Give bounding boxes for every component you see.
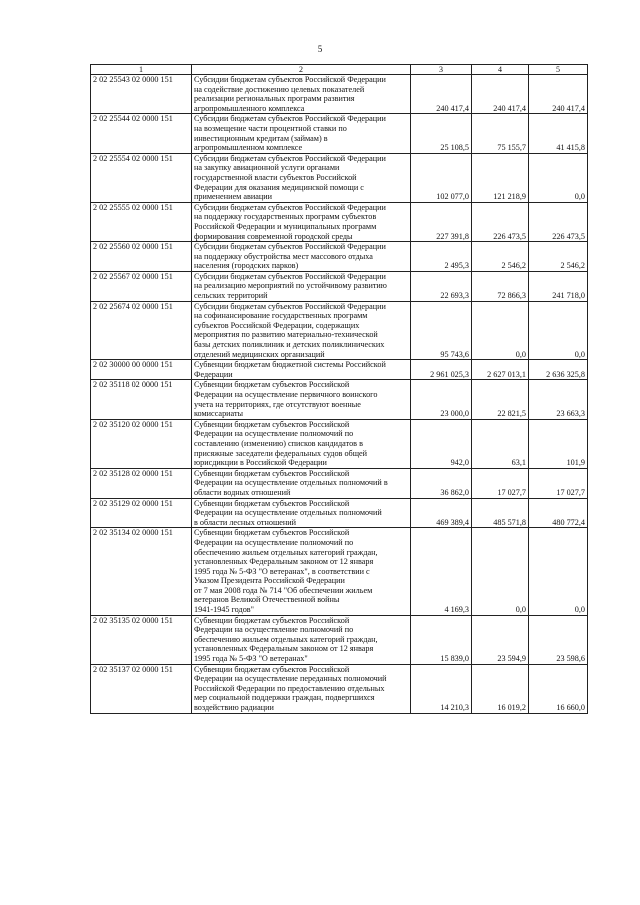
description-line: юрисдикции в Российской Федерации bbox=[194, 458, 327, 468]
amount-year-2-cell: 226 473,5 bbox=[472, 202, 529, 241]
description-line: Субвенции бюджетам субъектов Российской bbox=[194, 528, 350, 538]
page-number: 5 bbox=[317, 44, 323, 54]
description-line: сельских территорий bbox=[194, 291, 268, 301]
description-cell bbox=[192, 301, 411, 360]
amount-year-1-cell: 15 839,0 bbox=[411, 615, 472, 664]
table-header-row bbox=[91, 65, 588, 75]
description-line: Федерации на осуществление отдельных полномочий в bbox=[194, 478, 388, 488]
budget-table bbox=[90, 64, 588, 714]
budget-code-cell: 2 02 35118 02 0000 151 bbox=[91, 380, 192, 419]
amount-year-2-cell: 22 821,5 bbox=[472, 380, 529, 419]
description-line: мер социальной поддержки граждан, подвергшихся bbox=[194, 693, 375, 703]
amount-year-1-cell: 22 693,3 bbox=[411, 271, 472, 301]
amount-year-1-cell: 4 169,3 bbox=[411, 528, 472, 615]
description-line: мероприятия по развитию материально-технической bbox=[194, 330, 378, 340]
amount-year-2-cell: 240 417,4 bbox=[472, 75, 529, 114]
description-line: формирования современной городской среды bbox=[194, 231, 353, 241]
description-line: агропромышленного комплекса bbox=[194, 103, 305, 113]
amount-year-2-cell: 72 866,3 bbox=[472, 271, 529, 301]
description-line: учета на территориях, где отсутствуют военные bbox=[194, 399, 361, 409]
description-line: Субсидии бюджетам субъектов Российской Федерации bbox=[194, 114, 386, 124]
amount-year-1-cell: 102 077,0 bbox=[411, 153, 472, 202]
description-line: Федерации на осуществление первичного воинского bbox=[194, 390, 378, 399]
description-line: субъектов Российской Федерации, содержащих bbox=[194, 320, 360, 330]
description-line: на поддержку обустройства мест массового отдыха bbox=[194, 251, 373, 261]
header-col-3: 3 bbox=[411, 65, 472, 75]
amount-year-2-cell: 485 571,8 bbox=[472, 498, 529, 528]
description-line: присяжные заседатели федеральных судов общей bbox=[194, 448, 368, 458]
table-row bbox=[91, 202, 588, 241]
description-line: установленных Федеральным законом от 12 января bbox=[194, 644, 374, 654]
table-row bbox=[91, 498, 588, 528]
description-cell bbox=[192, 664, 411, 713]
amount-year-3-cell: 23 663,3 bbox=[529, 380, 588, 419]
amount-year-1-cell: 2 961 025,3 bbox=[411, 360, 472, 380]
description-line: Субсидии бюджетам субъектов Российской Федерации bbox=[194, 271, 386, 281]
budget-code-cell: 2 02 25674 02 0000 151 bbox=[91, 301, 192, 360]
budget-code-cell: 2 02 25543 02 0000 151 bbox=[91, 75, 192, 114]
description-line: составлению (изменению) списков кандидатов в bbox=[194, 438, 363, 448]
description-line: Субсидии бюджетам субъектов Российской Федерации bbox=[194, 153, 386, 163]
description-line: на поддержку государственных программ субъектов bbox=[194, 212, 377, 222]
description-cell bbox=[192, 114, 411, 153]
amount-year-1-cell: 25 108,5 bbox=[411, 114, 472, 153]
description-line: на закупку авиационной услуги органами bbox=[194, 163, 340, 173]
description-cell bbox=[192, 75, 411, 114]
description-cell bbox=[192, 419, 411, 468]
budget-code-cell: 2 02 35120 02 0000 151 bbox=[91, 419, 192, 468]
description-line: на реализацию мероприятий по устойчивому развитию bbox=[194, 281, 387, 291]
description-cell bbox=[192, 380, 411, 419]
budget-code-cell: 2 02 25544 02 0000 151 bbox=[91, 114, 192, 153]
amount-year-1-cell: 14 210,3 bbox=[411, 664, 472, 713]
amount-year-2-cell: 121 218,9 bbox=[472, 153, 529, 202]
description-cell bbox=[192, 528, 411, 615]
description-line: реализации региональных программ развития bbox=[194, 94, 355, 104]
amount-year-1-cell: 469 389,4 bbox=[411, 498, 472, 528]
description-line: базы детских поликлиник и детских поликлинических bbox=[194, 340, 385, 350]
amount-year-2-cell: 16 019,2 bbox=[472, 664, 529, 713]
table-row bbox=[91, 242, 588, 272]
budget-code-cell: 2 02 25555 02 0000 151 bbox=[91, 202, 192, 241]
table-row bbox=[91, 114, 588, 153]
description-line: воздействию радиации bbox=[194, 703, 274, 712]
budget-code-cell: 2 02 25554 02 0000 151 bbox=[91, 153, 192, 202]
budget-code-cell: 2 02 30000 00 0000 151 bbox=[91, 360, 192, 380]
description-line: Субвенции бюджетам субъектов Российской bbox=[194, 664, 350, 674]
table-row bbox=[91, 153, 588, 202]
amount-year-1-cell: 36 862,0 bbox=[411, 468, 472, 498]
amount-year-2-cell: 75 155,7 bbox=[472, 114, 529, 153]
amount-year-3-cell: 101,9 bbox=[529, 419, 588, 468]
budget-code-cell: 2 02 35135 02 0000 151 bbox=[91, 615, 192, 664]
description-line: агропромышленном комплексе bbox=[194, 143, 303, 153]
table-row bbox=[91, 615, 588, 664]
budget-code-cell: 2 02 35134 02 0000 151 bbox=[91, 528, 192, 615]
amount-year-3-cell: 17 027,7 bbox=[529, 468, 588, 498]
description-cell bbox=[192, 153, 411, 202]
description-line: на возмещение части процентной ставки по bbox=[194, 123, 347, 133]
description-line: отделений медицинских организаций bbox=[194, 349, 325, 359]
table-row bbox=[91, 419, 588, 468]
description-cell bbox=[192, 498, 411, 528]
amount-year-1-cell: 240 417,4 bbox=[411, 75, 472, 114]
description-line: Субвенции бюджетам субъектов Российской bbox=[194, 380, 350, 390]
description-cell bbox=[192, 202, 411, 241]
description-line: Субсидии бюджетам субъектов Российской Федерации bbox=[194, 75, 386, 84]
amount-year-2-cell: 63,1 bbox=[472, 419, 529, 468]
table-row bbox=[91, 301, 588, 360]
description-cell bbox=[192, 468, 411, 498]
amount-year-1-cell: 95 743,6 bbox=[411, 301, 472, 360]
amount-year-3-cell: 23 598,6 bbox=[529, 615, 588, 664]
description-line: 1941-1945 годов" bbox=[194, 605, 255, 615]
table-row bbox=[91, 664, 588, 713]
budget-code-cell: 2 02 35137 02 0000 151 bbox=[91, 664, 192, 713]
amount-year-3-cell: 2 546,2 bbox=[529, 242, 588, 272]
description-line: Субсидии бюджетам субъектов Российской Федерации bbox=[194, 242, 386, 252]
table-row bbox=[91, 75, 588, 114]
description-line: Федерации bbox=[194, 369, 233, 379]
description-line: Субвенции бюджетам бюджетной системы Российской bbox=[194, 360, 386, 370]
amount-year-3-cell: 0,0 bbox=[529, 528, 588, 615]
header-col-4: 4 bbox=[472, 65, 529, 75]
description-cell bbox=[192, 615, 411, 664]
amount-year-3-cell: 2 636 325,8 bbox=[529, 360, 588, 380]
header-col-1: 1 bbox=[91, 65, 192, 75]
description-line: 1995 года № 5-ФЗ "О ветеранах", в соответствии с bbox=[194, 566, 370, 576]
description-cell bbox=[192, 360, 411, 380]
description-line: 1995 года № 5-ФЗ "О ветеранах" bbox=[194, 654, 308, 664]
header-col-2: 2 bbox=[192, 65, 411, 75]
description-line: Федерации на осуществление полномочий по bbox=[194, 625, 354, 635]
description-line: Федерации для оказания медицинской помощи с bbox=[194, 182, 364, 192]
amount-year-3-cell: 226 473,5 bbox=[529, 202, 588, 241]
description-line: Федерации на осуществление полномочий по bbox=[194, 537, 354, 547]
amount-year-2-cell: 2 627 013,1 bbox=[472, 360, 529, 380]
amount-year-3-cell: 41 415,8 bbox=[529, 114, 588, 153]
table-body bbox=[91, 75, 588, 714]
description-line: Субсидии бюджетам субъектов Российской Федерации bbox=[194, 202, 386, 212]
description-line: населения (городских парков) bbox=[194, 261, 299, 271]
table-row bbox=[91, 468, 588, 498]
description-line: обеспечению жильем отдельных категорий граждан, bbox=[194, 547, 378, 557]
description-line: в области лесных отношений bbox=[194, 517, 297, 527]
description-line: комиссариаты bbox=[194, 409, 244, 419]
description-line: Субвенции бюджетам субъектов Российской bbox=[194, 615, 350, 625]
description-cell bbox=[192, 271, 411, 301]
description-line: Российской Федерации по предоставлению отдельных bbox=[194, 683, 385, 693]
description-line: Субсидии бюджетам субъектов Российской Федерации bbox=[194, 301, 386, 311]
amount-year-2-cell: 2 546,2 bbox=[472, 242, 529, 272]
description-line: Указом Президента Российской Федерации bbox=[194, 576, 345, 586]
description-line: применением авиации bbox=[194, 192, 272, 202]
table-row bbox=[91, 380, 588, 419]
amount-year-3-cell: 0,0 bbox=[529, 301, 588, 360]
budget-code-cell: 2 02 35128 02 0000 151 bbox=[91, 468, 192, 498]
description-line: Федерации на осуществление полномочий по bbox=[194, 429, 354, 439]
amount-year-1-cell: 23 000,0 bbox=[411, 380, 472, 419]
description-line: обеспечению жильем отдельных категорий граждан, bbox=[194, 634, 378, 644]
description-cell bbox=[192, 242, 411, 272]
amount-year-2-cell: 17 027,7 bbox=[472, 468, 529, 498]
header-col-5: 5 bbox=[529, 65, 588, 75]
budget-code-cell: 2 02 25560 02 0000 151 bbox=[91, 242, 192, 272]
description-line: Российской Федерации и муниципальных программ bbox=[194, 221, 377, 231]
description-line: от 7 мая 2008 года № 714 "Об обеспечении жильем bbox=[194, 585, 373, 595]
description-line: на содействие достижению целевых показателей bbox=[194, 84, 365, 94]
description-line: государственной власти субъектов Российской bbox=[194, 172, 357, 182]
description-line: Субвенции бюджетам субъектов Российской bbox=[194, 498, 350, 508]
amount-year-3-cell: 241 718,0 bbox=[529, 271, 588, 301]
amount-year-2-cell: 23 594,9 bbox=[472, 615, 529, 664]
description-line: ветеранов Великой Отечественной войны bbox=[194, 595, 340, 605]
amount-year-3-cell: 16 660,0 bbox=[529, 664, 588, 713]
table-row bbox=[91, 271, 588, 301]
description-line: установленных Федеральным законом от 12 января bbox=[194, 557, 374, 567]
table-row bbox=[91, 360, 588, 380]
amount-year-2-cell: 0,0 bbox=[472, 528, 529, 615]
description-line: Федерации на осуществление переданных полномочий bbox=[194, 674, 387, 684]
amount-year-3-cell: 0,0 bbox=[529, 153, 588, 202]
description-line: инвестиционным кредитам (займам) в bbox=[194, 133, 328, 143]
amount-year-1-cell: 227 391,8 bbox=[411, 202, 472, 241]
description-line: на софинансирование государственных программ bbox=[194, 311, 368, 321]
amount-year-1-cell: 2 495,3 bbox=[411, 242, 472, 272]
description-line: Федерации на осуществление отдельных полномочий bbox=[194, 508, 382, 518]
amount-year-1-cell: 942,0 bbox=[411, 419, 472, 468]
budget-code-cell: 2 02 35129 02 0000 151 bbox=[91, 498, 192, 528]
table-row bbox=[91, 528, 588, 615]
amount-year-2-cell: 0,0 bbox=[472, 301, 529, 360]
description-line: Субвенции бюджетам субъектов Российской bbox=[194, 468, 350, 478]
amount-year-3-cell: 480 772,4 bbox=[529, 498, 588, 528]
amount-year-3-cell: 240 417,4 bbox=[529, 75, 588, 114]
description-line: Субвенции бюджетам субъектов Российской bbox=[194, 419, 350, 429]
description-line: области водных отношений bbox=[194, 487, 291, 497]
budget-code-cell: 2 02 25567 02 0000 151 bbox=[91, 271, 192, 301]
